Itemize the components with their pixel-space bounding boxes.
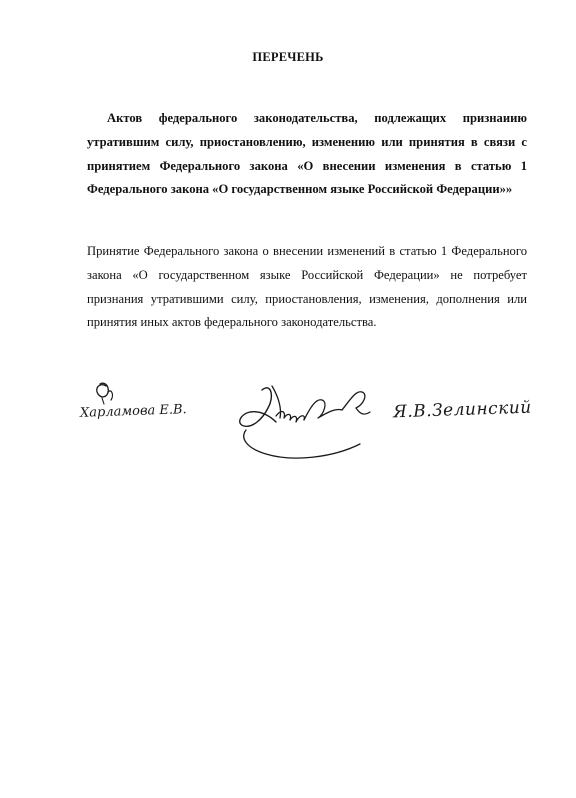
- document-title: ПЕРЕЧЕНЬ: [252, 50, 324, 64]
- signature-middle: [232, 378, 382, 468]
- signature-left: [78, 374, 218, 434]
- signature-right-name: Я.В.Зелинский: [392, 397, 533, 423]
- signature-left-name: Харламова Е.В.: [79, 402, 187, 421]
- document-body: Принятие Федерального закона о внесении изменений в статью 1 Федерального закона «О государственном языке Российской Федерации» не потребует признания утратившими силу, приостановления, изменения, дополнения или принятия иных актов федерального законодательства.: [87, 244, 527, 330]
- document-heading: Актов федерального законодательства, подлежащих признаиию утратившим силу, приостановлению, изменению или принятия в связи с принятием Федерального закона «О внесении изменения в статью 1 Федерального закона «О государственном языке Российской Федерации»»: [87, 111, 527, 197]
- signature-middle-mark: [232, 378, 382, 468]
- signature-right: [393, 398, 553, 434]
